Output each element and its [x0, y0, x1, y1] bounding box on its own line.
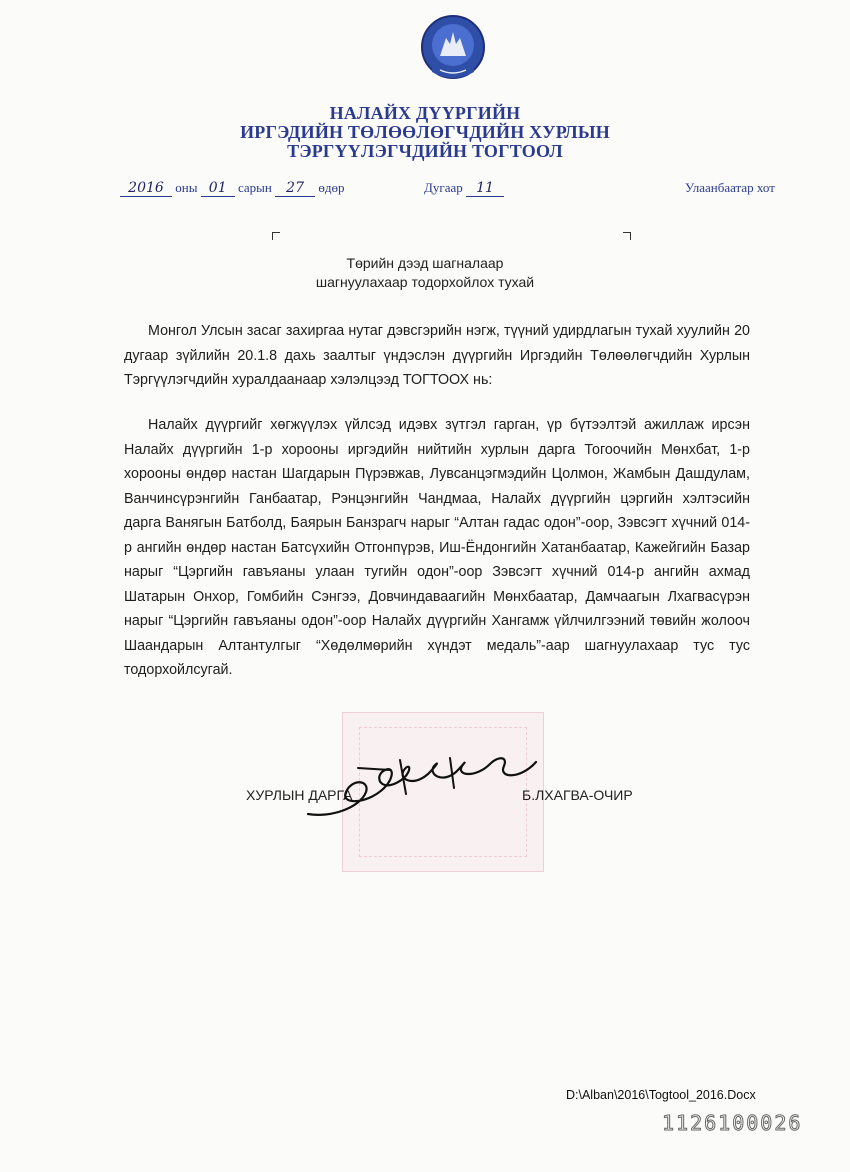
serial-number: 1126100026 [662, 1111, 803, 1135]
subject-line-2: шагнуулахаар тодорхойлох тухай [315, 274, 535, 290]
header-line-3: ТЭРГҮҮЛЭГЧДИЙН ТОГТООЛ [287, 141, 563, 161]
signature-name: Б.ЛХАГВА-ОЧИР [522, 787, 633, 803]
document-number: 11 [466, 181, 504, 197]
date-year: 2016 [120, 181, 172, 197]
state-emblem-icon [420, 14, 486, 84]
number-label: Дугаар [424, 180, 463, 195]
date-day-suffix: өдөр [318, 180, 345, 195]
handwritten-signature [300, 748, 560, 830]
body-paragraph-1: Монгол Улсын засаг захиргаа нутаг дэвсгэрийн нэгж, түүний удирдлагын тухай хуулийн 20 дугаар зүйлийн 20.1.8 дахь заалтыг үндэслэн дүүргийн Иргэдийн Төлөөлөгчдийн Хурлын Тэргүүлэгчдийн хуралдаанаар хэлэлцээд ТОГТООХ нь: [124, 323, 750, 388]
file-path: D:\Alban\2016\Togtool_2016.Docx [566, 1088, 756, 1102]
date-year-suffix: оны [175, 180, 198, 195]
body-paragraph-2: Налайх дүүргийг хөгжүүлэх үйлсэд идэвх зүтгэл гарган, үр бүтээлтэй ажиллаж ирсэн Налайх дүүргийн 1-р хорооны иргэдийн нийтийн хурлын дарга Тогоочийн Мөнхбат, 1-р хорооны өндөр настан Шагдарын Пүрэвжав, Лувсанцэгмэдийн Цолмон, Жамбын Дашдулам, Ванчинсүрэнгийн Ганбаатар, Рэнцэнгийн Чандмаа, Налайх дүүргийн цэргийн хэлтэсийн дарга Ванягын Батболд, Баярын Банзрагч нарыг “Алтан гадас одон”-оор, Зэвсэгт хүчний 014-р ангийн өндөр настан Батсүхийн Отгонпүрэв, Иш-Ёндонгийн Хатанбаатар, Кажейгийн Базар нарыг “Цэргийн гавъяаны улаан тугийн одон”-оор Зэвсэгт хүчний 014-р ангийн ахмад Шатарын Онхор, Гомбийн Сэнгээ, Довчиндаваагийн Мөнхбаатар, Дамчаагын Лхагвасүрэн нарыг “Цэргийн гавъяаны одон”-оор Налайх дүүргийн Хангамж үйлчилгээний төвийн жолооч Шаандарын Алтантулгыг “Хөдөлмөрийн хүндэт медаль”-аар шагнуулахаар тус тус тодорхойлсугай. [124, 417, 750, 678]
city: Улаанбаатар хот [685, 180, 775, 195]
date-line [120, 180, 344, 197]
signature-title: ХУРЛЫН ДАРГА [246, 787, 353, 803]
date-month: 01 [201, 181, 235, 197]
subject-corner-right [623, 232, 631, 240]
date-month-suffix: сарын [237, 180, 272, 195]
subject-corner-left [272, 232, 280, 240]
header-line-2: ИРГЭДИЙН ТӨЛӨӨЛӨГЧДИЙН ХУРЛЫН [240, 122, 610, 142]
header-line-1: НАЛАЙХ ДҮҮРГИЙН [329, 103, 521, 123]
subject-line-1: Төрийн дээд шагналаар [346, 255, 504, 271]
number-line [424, 180, 504, 197]
date-day: 27 [275, 181, 315, 197]
